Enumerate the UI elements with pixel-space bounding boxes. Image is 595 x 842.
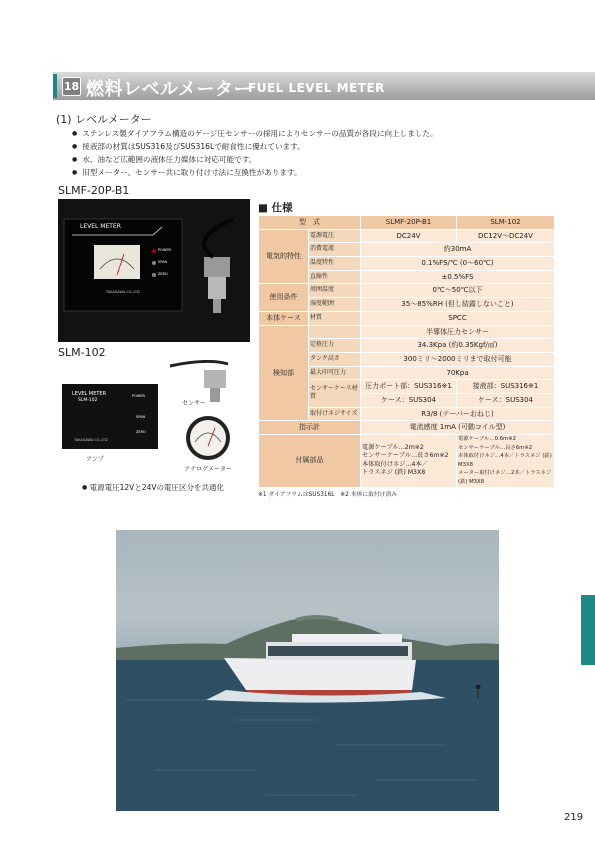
feature-list [72,127,438,179]
model-label-a: SLMF-20P-B1 [58,184,130,197]
list-item: ● 水、油など広範囲の液体圧力媒体に対応可能です。 [72,153,438,166]
chapter-tab [581,595,595,665]
page-number: 219 [564,812,584,823]
boat-scene-illustration [116,530,499,811]
list-item: ● 接液部の材質はSUS316及びSUS316Lで耐食性に優れています。 [72,140,438,153]
spec-table [258,215,555,488]
value-cell: 34.3Kpa (約0.35Kgf/㎠) [361,339,555,353]
value-cell: 約30mA [361,243,555,257]
table-row [259,421,555,435]
sub-cell: 周囲温度 [309,284,361,298]
amp-title: LEVEL METER [72,391,107,397]
value-cell: 300ミリ〜2000ミリまで取付可能 [361,352,555,366]
value-cell: DC12V〜DC24V [457,229,555,243]
spec-footnote: ※1 ダイアフラムはSUS316L ※2 本体に取付け済み [258,492,398,498]
value-cell: ケース：SUS304 [361,393,457,407]
value-cell [361,435,457,488]
category-cell: 指示計 [259,421,361,435]
category-cell: 検知部 [259,325,309,421]
sub-cell: タンク高さ [309,352,361,366]
amp-zero: ZERO [136,430,146,434]
panel-power: POWER [158,248,171,252]
spec-heading: ■ 仕様 [258,202,293,214]
acc-line: メーター取付けネジ…2本／トラスネジ (鉄) M3X8 [458,470,552,485]
value-cell: R3/8 (テーパーおねじ) [361,407,555,421]
value-cell: 圧力ポート部：SUS316※1 [361,380,457,394]
acc-line: 本体取付けネジ…4本／ [362,460,428,468]
page-title-en: FUEL LEVEL METER [248,81,385,95]
panel-zero: ZERO [158,272,168,276]
category-cell: 付属部品 [259,435,361,488]
acc-line: トラスネジ (鉄) M3X8 [362,469,426,477]
table-row [259,435,555,488]
title-accent [53,74,57,98]
sub-cell: 電源電圧 [309,229,361,243]
sub-cell: センサーケース材質 [309,380,361,407]
amp-power: POWER [132,394,145,398]
chapter-number: 18 [62,77,81,96]
table-row [259,325,555,339]
acc-line: センサーケーブル…長さ6m※2 [362,452,449,460]
category-cell: 使用条件 [259,284,309,311]
header-cell: SLMF-20P-B1 [361,216,457,230]
category-cell: 本体ケース [259,311,309,325]
boat-photo [116,530,499,811]
voltage-note-text: 電源電圧12Vと24Vの電圧区分を共通化 [89,483,224,492]
sub-cell [309,325,361,339]
value-cell: 接液部：SUS316※1 [457,380,555,394]
value-cell: 半導体圧力センサー [361,325,555,339]
acc-line: 電源ケーブル…0.6m※2 [458,436,516,442]
meter-panel-illustration [58,199,250,342]
panel-maker: TAKASAWA CO.,LTD [106,290,140,294]
value-cell: 0℃〜50℃以下 [361,284,555,298]
amp-maker: TAKASAWA CO.,LTD [74,438,108,442]
table-row [259,284,555,298]
acc-line: 本体取付けネジ…4本／トラスネジ (鉄) M3X8 [458,453,552,468]
amp-span: SPAN [136,415,146,419]
table-row [259,229,555,243]
sub-cell: 最大印可圧力 [309,366,361,380]
sub-cell: 取付けネジサイズ [309,407,361,421]
value-cell: 35〜85%RH (但し結露しないこと) [361,298,555,312]
amp-model: SLM-102 [78,398,98,403]
bullet-icon: ● [82,484,88,491]
value-cell: DC24V [361,229,457,243]
value-cell: 70Kpa [361,366,555,380]
sub-cell: 材質 [309,311,361,325]
sub-cell: 温度特性 [309,257,361,271]
sub-cell: 湿度範囲 [309,298,361,312]
list-item: ● ステンレス製ダイアフラム構造のゲージ圧センサーの採用によりセンサーの品質が各段に向上しました。 [72,127,438,140]
voltage-note [82,482,224,493]
value-cell: ±0.5%FS [361,270,555,284]
value-cell: SPCC [361,311,555,325]
value-cell [457,435,555,488]
analog-caption: アナログメーター [184,466,232,473]
value-cell: 0.1%FS/℃ (0〜60℃) [361,257,555,271]
product-photo-b [58,360,250,478]
acc-line: 電源ケーブル…2m※2 [362,443,424,451]
model-label-b: SLM-102 [58,346,106,359]
table-row [259,311,555,325]
list-item: ● 旧型メーター、センサー共に取り付け寸法に互換性があります。 [72,166,438,179]
sensor-caption: センサー [182,400,207,407]
table-row [259,216,555,230]
category-cell: 電気的特性 [259,229,309,284]
sub-cell: 消費電流 [309,243,361,257]
section-title: (1) レベルメーター [56,113,152,126]
panel-title: LEVEL METER [80,223,121,230]
header-cell: 型 式 [259,216,361,230]
amp-caption: アンプ [86,456,104,463]
header-cell: SLM-102 [457,216,555,230]
panel-span: SPAN [158,260,168,264]
acc-line: センサーケーブル…長さ6m※2 [458,444,533,451]
value-cell: ケース：SUS304 [457,393,555,407]
page-title: 燃料レベルメーター [86,79,252,100]
value-cell: 電流感度 1mA (可動コイル型) [361,421,555,435]
product-photo-a [58,199,250,342]
sub-cell: 定格圧力 [309,339,361,353]
sub-cell: 直線性 [309,270,361,284]
